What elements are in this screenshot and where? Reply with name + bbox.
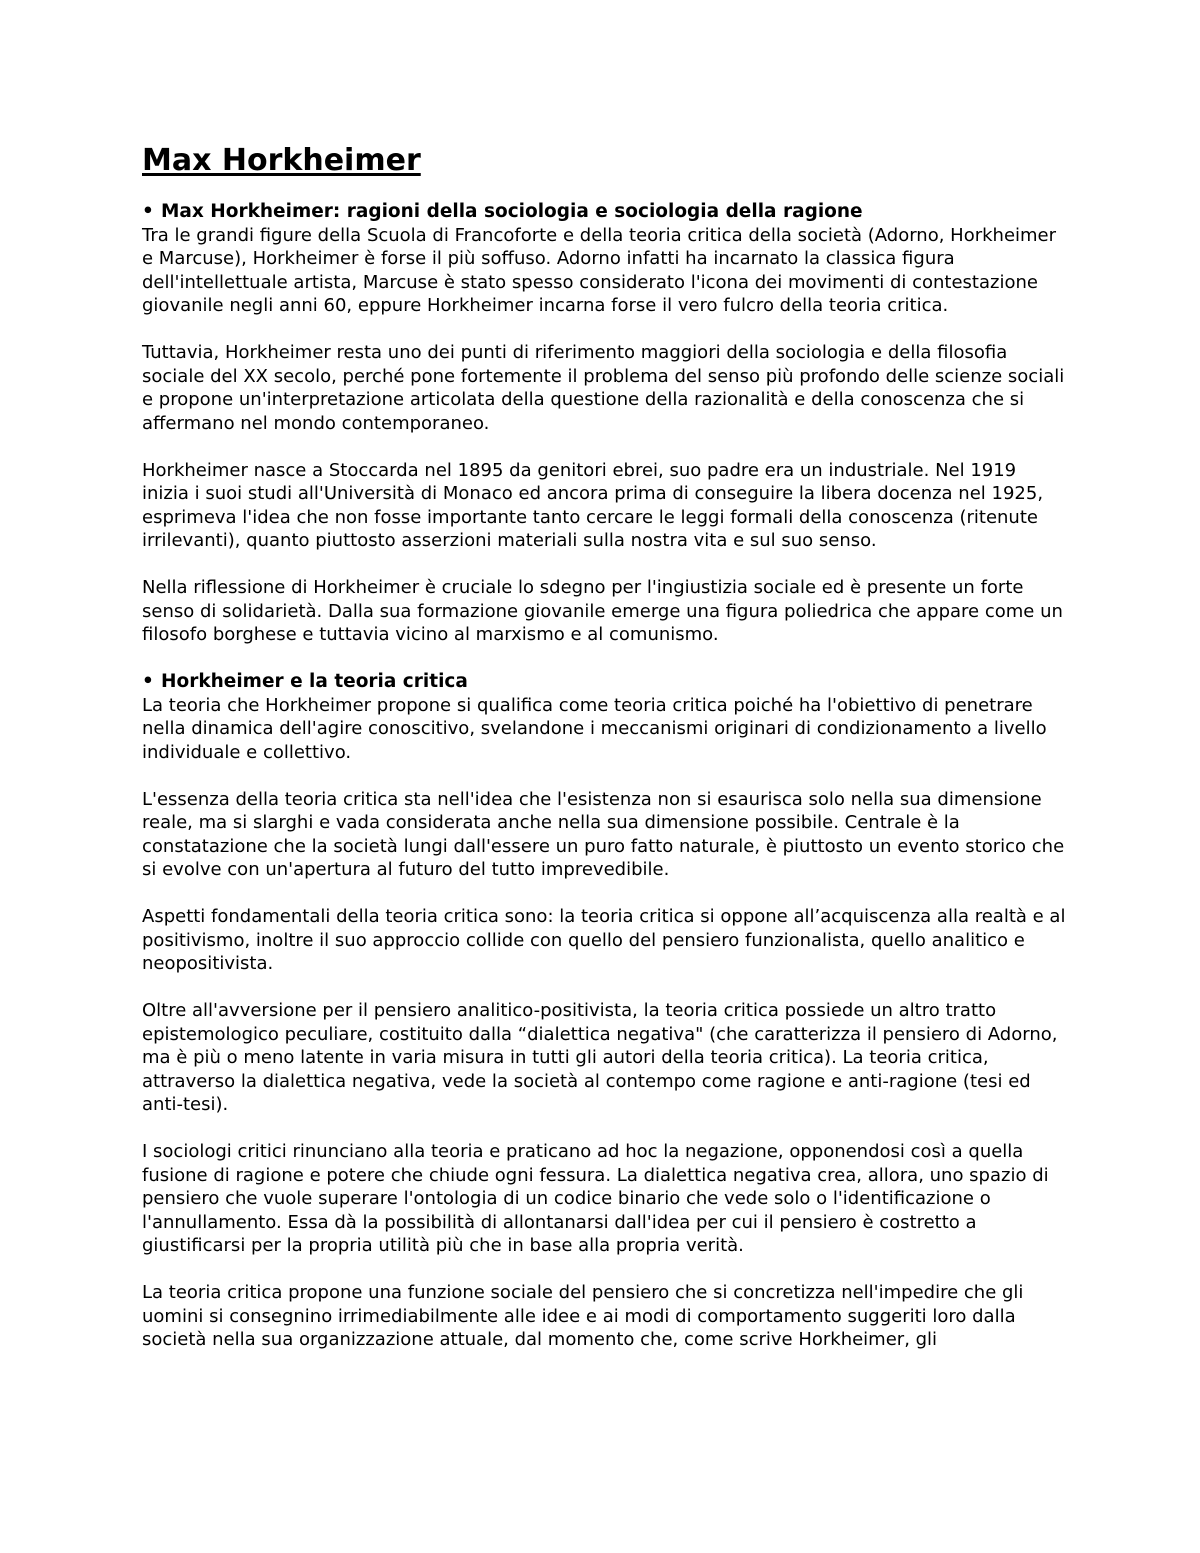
page-title: Max Horkheimer [142, 143, 421, 178]
bullet-icon: • [142, 671, 154, 692]
paragraph: Aspetti fondamentali della teoria critica sono: la teoria critica si oppone all’acquiscenza alla realtà e al positivismo, inoltre il suo approccio collide con quello del pensiero funzionalista, quello analitico e neopositivista. [142, 906, 1066, 974]
paragraph: Tuttavia, Horkheimer resta uno dei punti di riferimento maggiori della sociologia e della filosofia sociale del XX secolo, perché pone fortemente il problema del senso più profondo delle scienze sociali e propone un'interpretazione articolata della questione della razionalità e della conoscenza che si affermano nel mondo contemporaneo. [142, 342, 1065, 434]
paragraph: La teoria che Horkheimer propone si qualifica come teoria critica poiché ha l'obiettivo di penetrare nella dinamica dell'agire conoscitivo, svelandone i meccanismi originari di condizionamento a livello individuale e collettivo. [142, 694, 1047, 763]
section-heading-text: Max Horkheimer: ragioni della sociologia e sociologia della ragione [161, 201, 863, 222]
section-sociology-of-reason [142, 200, 1067, 647]
document-page [142, 136, 1067, 1352]
paragraph: Horkheimer nasce a Stoccarda nel 1895 da genitori ebrei, suo padre era un industriale. Nel 1919 inizia i suoi studi all'Università di Monaco ed ancora prima di conseguire la libera docenza nel 1925, esprimeva l'idea che non fosse importante tanto cercare le leggi formali della conoscenza (ritenute irrilevanti), quanto piuttosto asserzioni materiali sulla nostra vita e sul suo senso. [142, 459, 1044, 551]
section-critical-theory [142, 670, 1067, 1352]
bullet-icon: • [142, 201, 154, 222]
paragraph: L'essenza della teoria critica sta nell'idea che l'esistenza non si esaurisca solo nella sua dimensione reale, ma si slarghi e vada considerata anche nella sua dimensione possibile. Centrale è la constatazione che la società lungi dall'essere un puro fatto naturale, è piuttosto un evento storico che si evolve con un'apertura al futuro del tutto imprevedibile. [142, 788, 1065, 880]
paragraph: Nella riflessione di Horkheimer è cruciale lo sdegno per l'ingiustizia sociale ed è presente un forte senso di solidarietà. Dalla sua formazione giovanile emerge una figura poliedrica che appare come un filosofo borghese e tuttavia vicino al marxismo e al comunismo. [142, 577, 1063, 645]
paragraph: I sociologi critici rinunciano alla teoria e praticano ad hoc la negazione, opponendosi così a quella fusione di ragione e potere che chiude ogni fessura. La dialettica negativa crea, allora, uno spazio di pensiero che vuole superare l'ontologia di un codice binario che vede solo o l'identificazione o l'annullamento. Essa dà la possibilità di allontanarsi dall'idea per cui il pensiero è costretto a giustificarsi per la propria utilità più che in base alla propria verità. [142, 1141, 1049, 1256]
section-heading-text: Horkheimer e la teoria critica [161, 671, 468, 692]
paragraph: La teoria critica propone una funzione sociale del pensiero che si concretizza nell'impedire che gli uomini si consegnino irrimediabilmente alle idee e ai modi di comportamento suggeriti loro dalla società nella sua organizzazione attuale, dal momento che, come scrive Horkheimer, gli [142, 1282, 1024, 1350]
paragraph: Tra le grandi figure della Scuola di Francoforte e della teoria critica della società (Adorno, Horkheimer e Marcuse), Horkheimer è forse il più soffuso. Adorno infatti ha incarnato la classica figura dell'intellettuale artista, Marcuse è stato spesso considerato l'icona dei movimenti di contestazione giovanile negli anni 60, eppure Horkheimer incarna forse il vero fulcro della teoria critica. [142, 224, 1057, 316]
paragraph: Oltre all'avversione per il pensiero analitico-positivista, la teoria critica possiede un altro tratto epistemologico peculiare, costituito dalla “dialettica negativa" (che caratterizza il pensiero di Adorno, ma è più o meno latente in varia misura in tutti gli autori della teoria critica). La teoria critica, attraverso la dialettica negativa, vede la società al contempo come ragione e anti-ragione (tesi ed anti-tesi). [142, 1000, 1058, 1115]
section-heading [142, 200, 1067, 224]
section-heading [142, 670, 1067, 694]
